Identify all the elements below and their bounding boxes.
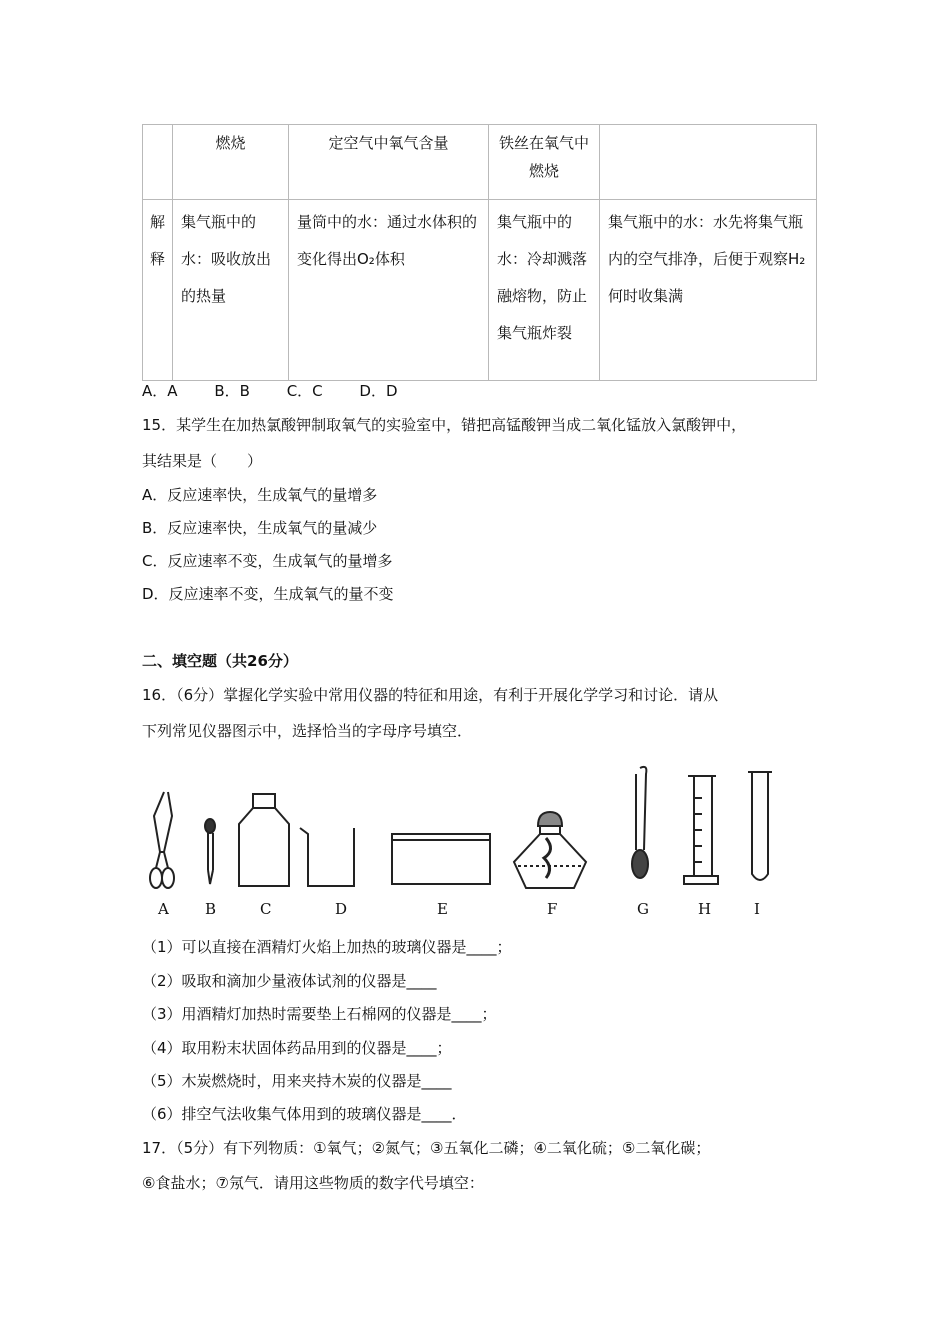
- table-row: [143, 200, 817, 381]
- figure-label: I: [754, 900, 760, 918]
- figure-label: C: [260, 900, 272, 918]
- trough-icon: [392, 834, 490, 884]
- figure-labels: [142, 900, 802, 920]
- q16-sub-6: （6）排空气法收集气体用到的玻璃仪器是____．: [142, 1105, 467, 1123]
- figure-label: D: [335, 900, 348, 918]
- q15-stem-line2: 其结果是（ ）: [142, 452, 263, 470]
- table-cell: 集气瓶中的水：冷却溅落融熔物，防止集气瓶炸裂: [489, 200, 600, 381]
- table-cell: 集气瓶中的水：吸收放出的热量: [173, 200, 289, 381]
- table-cell: 燃烧: [173, 125, 289, 200]
- graduated-cylinder-icon: [684, 776, 718, 884]
- q16-stem-line1: 16．（6分）掌握化学实验中常用仪器的特征和用途，有利于开展化学学习和讨论．请从: [142, 686, 719, 704]
- q16-sub-2: （2）吸取和滴加少量液体试剂的仪器是____: [142, 972, 437, 990]
- figure-label: F: [547, 900, 558, 918]
- q17-stem-line1: 17．（5分）有下列物质：①氧气；②氮气；③五氧化二磷；④二氧化硫；⑤二氧化碳；: [142, 1139, 711, 1157]
- figure-label: E: [437, 900, 448, 918]
- option-c[interactable]: C．C: [286, 382, 323, 400]
- table-row: [143, 125, 817, 200]
- table-cell: 量筒中的水：通过水体积的变化得出O₂体积: [289, 200, 489, 381]
- q17-stem-line2: ⑥食盐水；⑦氖气．请用这些物质的数字代号填空：: [142, 1174, 484, 1192]
- instrument-figure: [142, 758, 802, 922]
- option-d[interactable]: D．D: [359, 382, 398, 400]
- gas-bottle-icon: [239, 794, 289, 886]
- beaker-icon: [300, 828, 354, 886]
- section-title: 二、填空题（共26分）: [142, 652, 298, 670]
- table-cell: 定空气中氧气含量: [289, 125, 489, 200]
- figure-label: A: [158, 900, 169, 918]
- option-b[interactable]: B．B: [214, 382, 250, 400]
- table-cell: [143, 125, 173, 200]
- option-a[interactable]: A．A: [142, 382, 178, 400]
- q16-sub-1: （1）可以直接在酒精灯火焰上加热的玻璃仪器是____；: [142, 938, 512, 956]
- q15-stem-line1: 15．某学生在加热氯酸钾制取氧气的实验室中，错把高锰酸钾当成二氧化锰放入氯酸钾中，: [142, 416, 747, 434]
- experiment-table: [142, 124, 817, 381]
- q15-option-d[interactable]: D．反应速率不变，生成氧气的量不变: [142, 585, 394, 603]
- q15-option-b[interactable]: B．反应速率快，生成氧气的量减少: [142, 519, 378, 537]
- dropper-icon: [205, 819, 215, 884]
- figure-label: G: [637, 900, 649, 918]
- figure-label: H: [698, 900, 712, 918]
- spoon-icon: [632, 767, 648, 878]
- q15-option-c[interactable]: C．反应速率不变，生成氧气的量增多: [142, 552, 393, 570]
- figure-label: B: [205, 900, 217, 918]
- table-cell: 集气瓶中的水：水先将集气瓶内的空气排净，后便于观察H₂何时收集满: [600, 200, 817, 381]
- instruments-drawing: [142, 758, 802, 898]
- q16-sub-3: （3）用酒精灯加热时需要垫上石棉网的仪器是____；: [142, 1005, 497, 1023]
- q16-sub-5: （5）木炭燃烧时，用来夹持木炭的仪器是____: [142, 1072, 452, 1090]
- q16-stem-line2: 下列常见仪器图示中，选择恰当的字母序号填空．: [142, 722, 473, 740]
- q14-options: [142, 380, 430, 401]
- q15-option-a[interactable]: A．反应速率快，生成氧气的量增多: [142, 486, 378, 504]
- alcohol-lamp-icon: [514, 812, 586, 888]
- table-cell: [600, 125, 817, 200]
- tongs-icon: [150, 792, 174, 888]
- row-label: 解释: [143, 200, 173, 381]
- test-tube-icon: [748, 772, 772, 880]
- table-cell: 铁丝在氧气中燃烧: [489, 125, 600, 200]
- q16-sub-4: （4）取用粉末状固体药品用到的仪器是____；: [142, 1039, 452, 1057]
